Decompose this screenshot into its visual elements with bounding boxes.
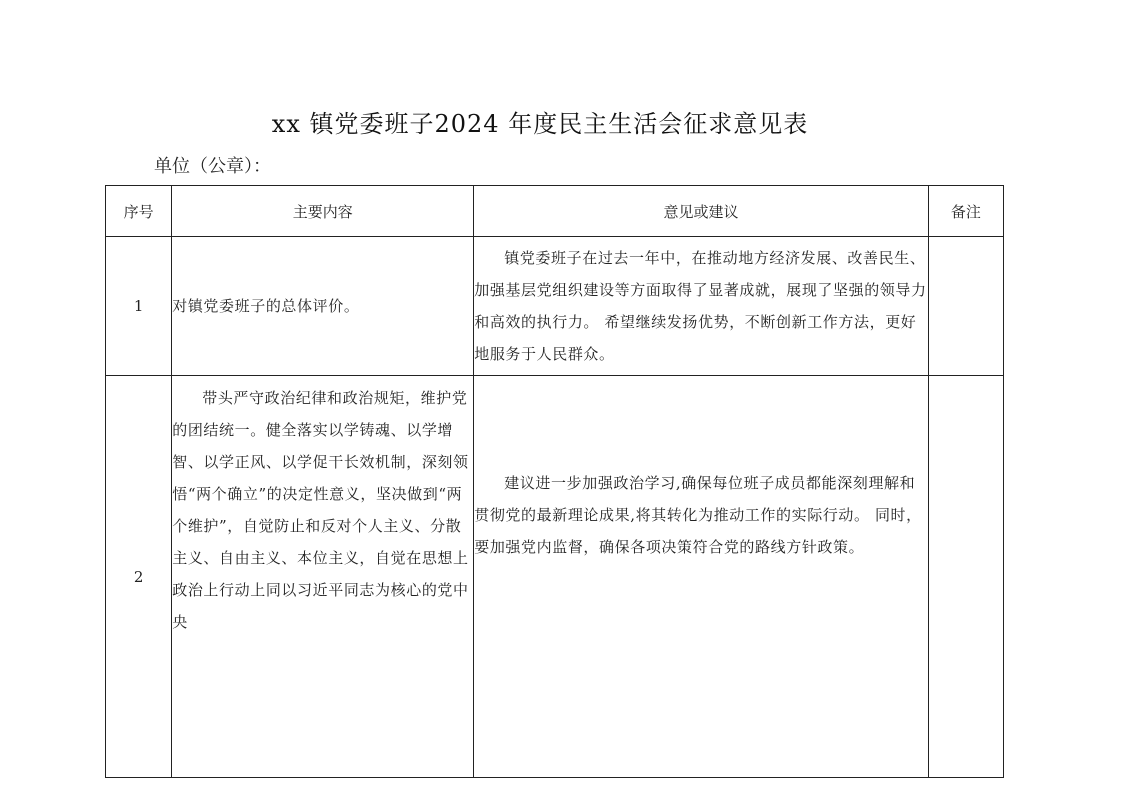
row-opinion: 镇党委班子在过去一年中，在推动地方经济发展、改善民生、加强基层党组织建设等方面取得了显著成就，展现了坚强的领导力和高效的执行力。 希望继续发扬优势，不断创新工作方法，更好地服务于人民群众。 <box>474 237 929 376</box>
unit-seal-label: 单位（公章）： <box>154 156 271 177</box>
opinion-table <box>105 185 1004 778</box>
document-title: xx 镇党委班子2024 年度民主生活会征求意见表 <box>271 110 809 138</box>
header-remark: 备注 <box>928 186 1003 237</box>
header-opinion: 意见或建议 <box>474 186 929 237</box>
row-opinion: 建议进一步加强政治学习,确保每位班子成员都能深刻理解和贯彻党的最新理论成果,将其转化为推动工作的实际行动。 同时，要加强党内监督，确保各项决策符合党的路线方针政策。 <box>474 376 929 778</box>
header-number: 序号 <box>106 186 172 237</box>
row-content: 对镇党委班子的总体评价。 <box>172 237 474 376</box>
table-row <box>106 237 1004 376</box>
row-number: 1 <box>106 237 172 376</box>
row-number: 2 <box>106 376 172 778</box>
row-remark <box>928 376 1003 778</box>
row-remark <box>928 237 1003 376</box>
table-header-row <box>106 186 1004 237</box>
row-content: 带头严守政治纪律和政治规矩，维护党的团结统一。健全落实以学铸魂、以学增智、以学正风、以学促干长效机制，深刻领悟“两个确立”的决定性意义，坚决做到“两个维护”，自觉防止和反对个人主义、分散主义、自由主义、本位主义，自觉在思想上政治上行动上同以习近平同志为核心的党中央 <box>172 376 474 778</box>
table-row <box>106 376 1004 778</box>
header-content: 主要内容 <box>172 186 474 237</box>
